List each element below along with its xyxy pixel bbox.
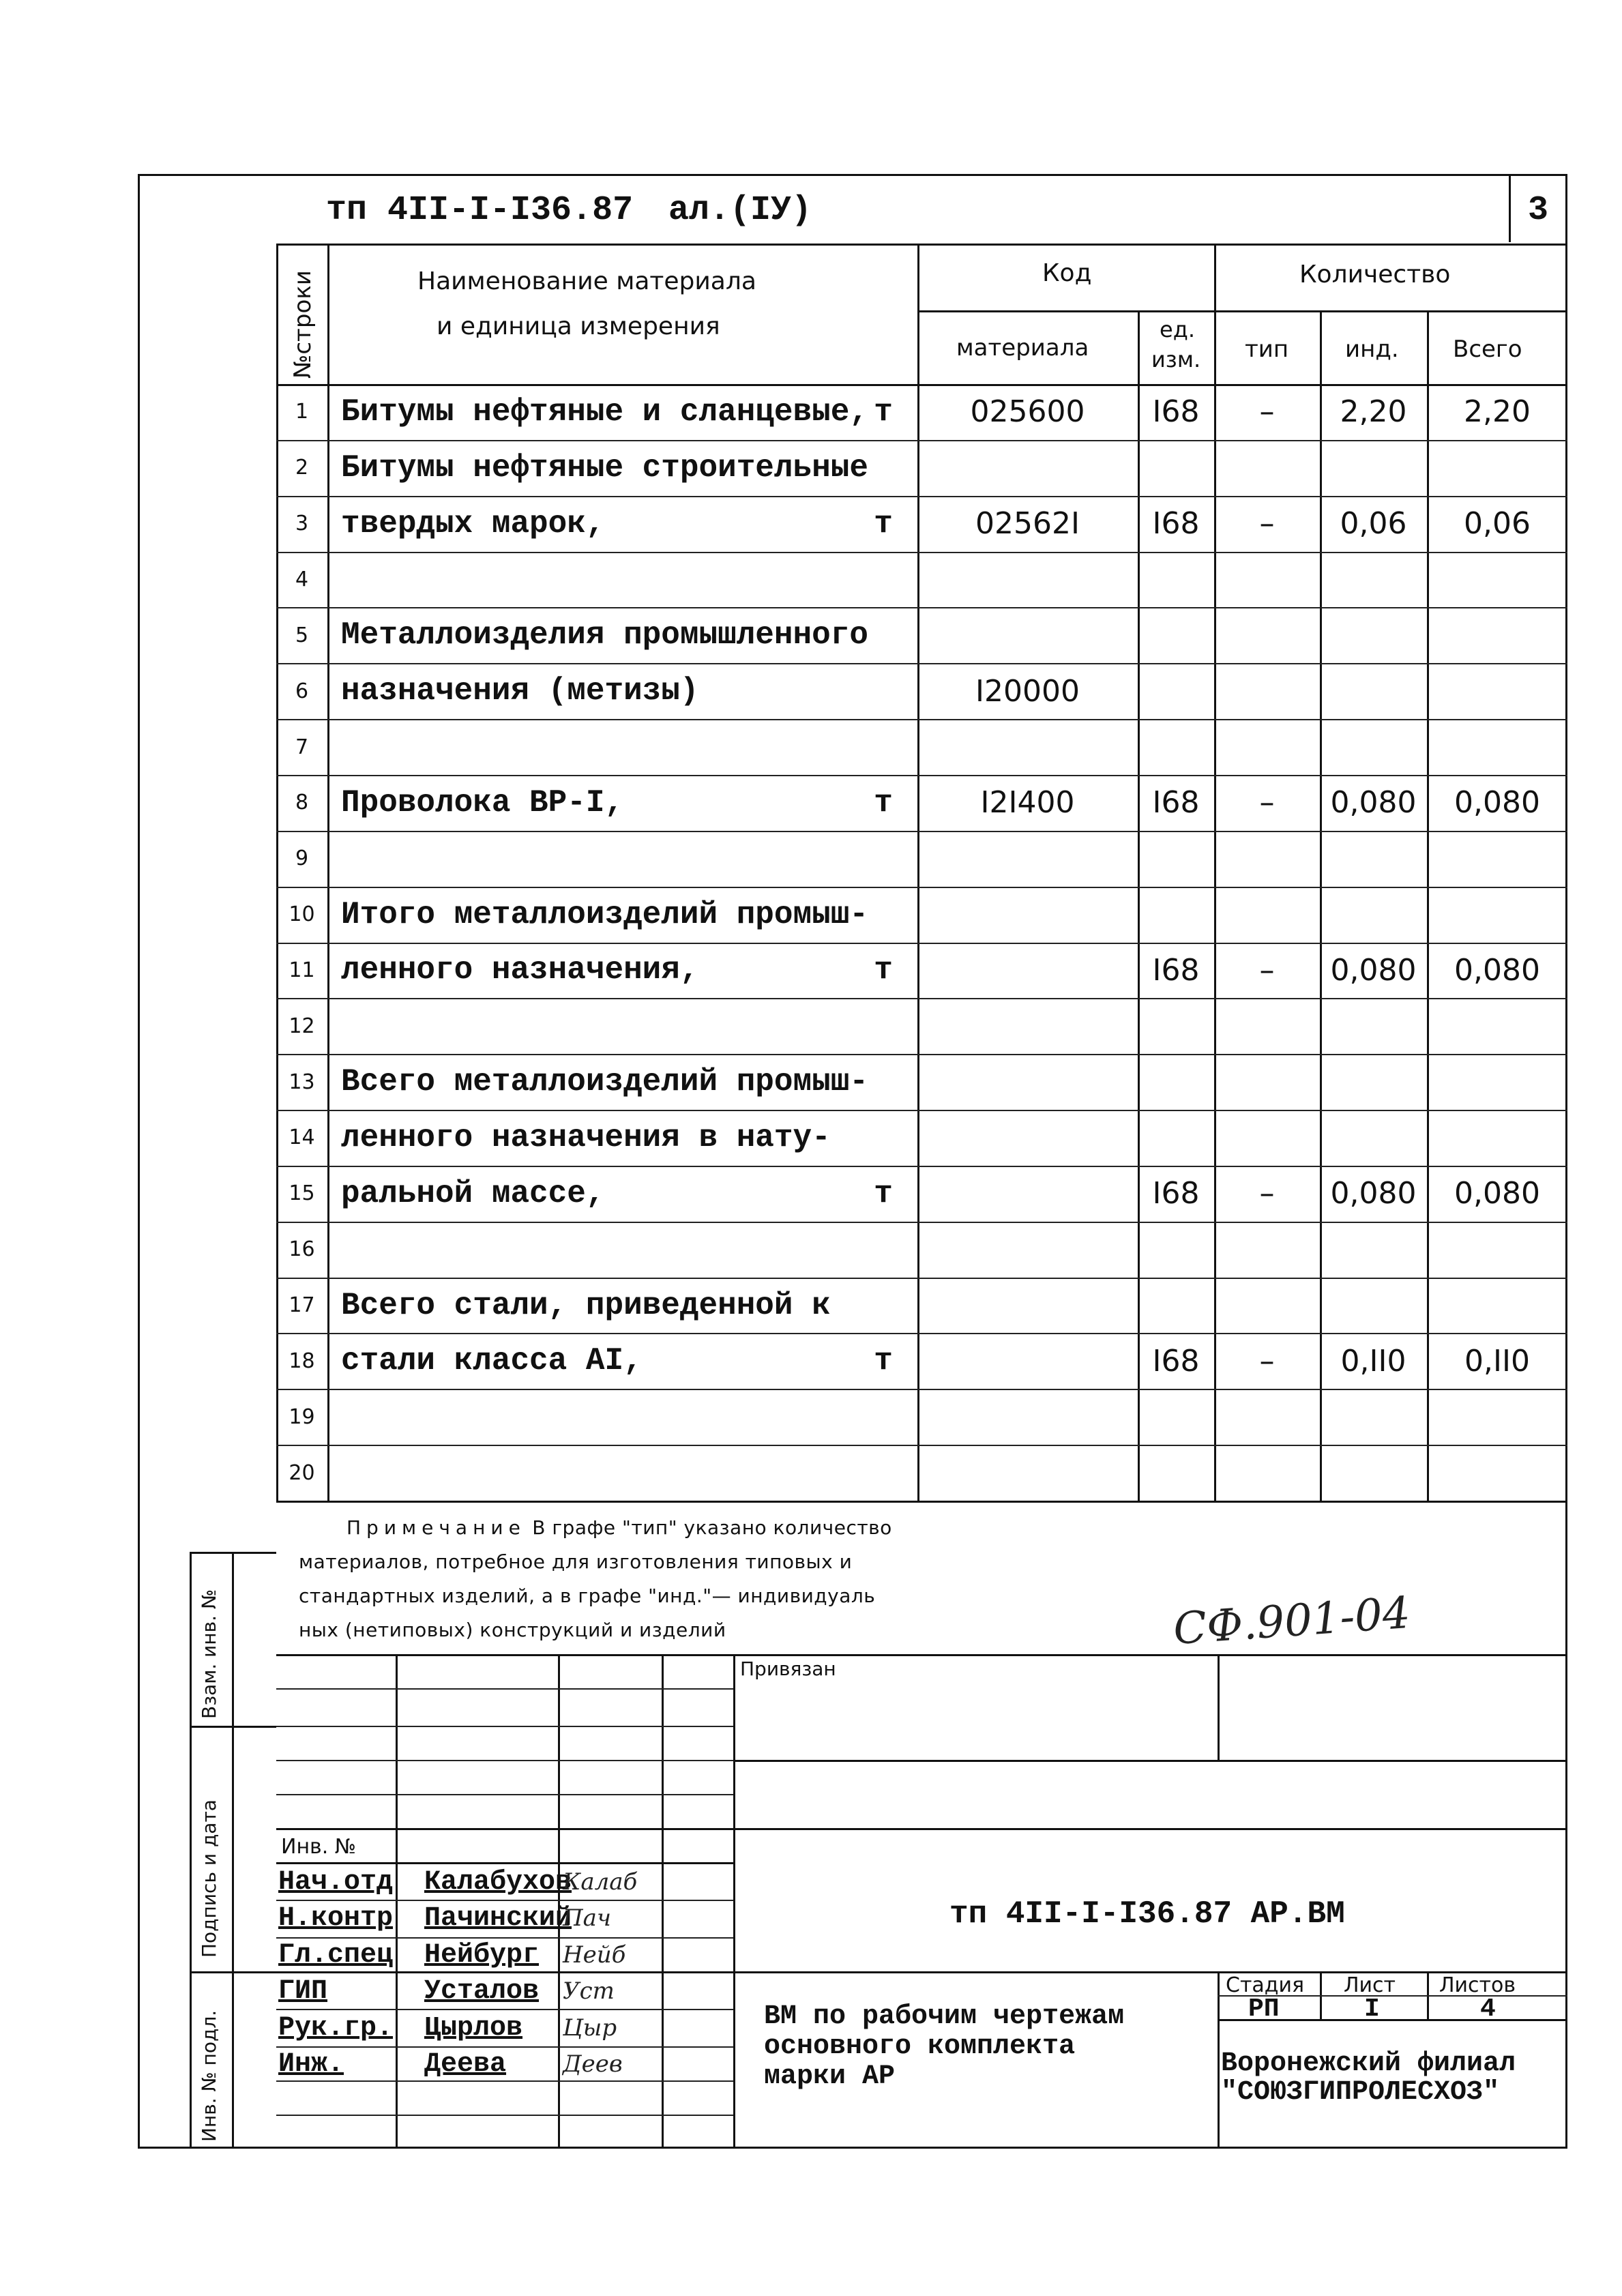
stamp-row-1 — [276, 1688, 733, 1690]
side-top-line — [190, 1552, 276, 1554]
row-ind — [1320, 831, 1427, 887]
org-line2: "СОЮЗГИПРОЛЕСХОЗ" — [1221, 2077, 1500, 2108]
row-unit-letter — [859, 1222, 907, 1278]
sheet-value: I — [1364, 1995, 1380, 2024]
header-qty-group: Количество — [1299, 261, 1451, 289]
row-total: 0,06 — [1464, 506, 1531, 542]
signer-role: Гл.спец — [278, 1939, 394, 1971]
row-ind — [1320, 1445, 1427, 1501]
row-material-code — [917, 998, 1138, 1054]
row-number: 4 — [295, 567, 309, 591]
row-number: 8 — [295, 791, 309, 815]
row-type — [1214, 607, 1320, 663]
signer-signature: Пач — [563, 1904, 612, 1932]
signer-signature: Калаб — [563, 1868, 638, 1896]
row-total — [1427, 1222, 1567, 1278]
row-type — [1214, 1389, 1320, 1445]
sheets-value: 4 — [1480, 1995, 1496, 2024]
row-type — [1214, 1445, 1320, 1501]
header-album: ал.(IУ) — [668, 191, 812, 230]
row-unit-letter — [859, 1389, 907, 1445]
row-name — [341, 719, 887, 775]
header-doc-code: тп 4II-I-I36.87 — [326, 191, 634, 230]
side-col-mid — [232, 1552, 234, 2149]
side-line-2 — [190, 1971, 276, 1973]
row-ind — [1320, 607, 1427, 663]
table-top-line — [276, 244, 1567, 246]
row-name: стали класса АI, — [341, 1343, 643, 1379]
row-unit-letter — [859, 719, 907, 775]
row-material-code — [917, 607, 1138, 663]
row-unit-letter — [859, 607, 907, 663]
row-material-code — [917, 1278, 1138, 1334]
row-type — [1214, 1054, 1320, 1110]
stamp-row-13 — [276, 2115, 733, 2116]
signer-signature: Цыр — [563, 2014, 617, 2042]
row-unit-code — [1138, 1222, 1214, 1278]
row-material-code — [917, 887, 1138, 943]
side-line-1 — [190, 1726, 276, 1728]
row-number: 6 — [295, 679, 309, 703]
row-unit-letter — [859, 998, 907, 1054]
row-ind: 0,06 — [1340, 506, 1407, 542]
row-material-code — [917, 1333, 1138, 1389]
row-ind: 0,080 — [1330, 785, 1417, 821]
col-name-line — [327, 244, 329, 1501]
stamp-doc-code: тп 4II-I-I36.87 АР.ВМ — [949, 1896, 1345, 1932]
side-label-podpis: Подпись и дата — [198, 1799, 220, 1958]
row-number: 18 — [289, 1349, 315, 1373]
row-material-code: I20000 — [975, 673, 1080, 709]
row-type: – — [1259, 1343, 1275, 1379]
row-number: 19 — [289, 1404, 315, 1429]
row-name: Всего металлоизделий промыш- — [341, 1064, 868, 1100]
row-ind — [1320, 1222, 1427, 1278]
row-material-code — [917, 719, 1138, 775]
row-ind — [1320, 1054, 1427, 1110]
note-block — [299, 1511, 892, 1647]
row-name: Битумы нефтяные и сланцевые, — [341, 394, 868, 430]
row-total — [1427, 552, 1567, 608]
signer-signature: Деев — [563, 2050, 623, 2078]
row-name: ленного назначения, — [341, 952, 699, 988]
row-unit-code — [1138, 887, 1214, 943]
row-type: – — [1259, 952, 1275, 988]
row-unit-letter — [859, 663, 907, 719]
row-name: твердых марок, — [341, 505, 605, 542]
row-total — [1427, 440, 1567, 496]
row-total: 0,II0 — [1464, 1343, 1530, 1379]
row-number: 3 — [295, 512, 309, 536]
stage-left — [1218, 1971, 1220, 2149]
row-name — [341, 1222, 887, 1278]
signer-name: Пачинский — [424, 1902, 572, 1934]
header-sub-line — [917, 310, 1567, 312]
privyazan-label: Привязан — [740, 1658, 836, 1680]
row-unit-code — [1138, 1389, 1214, 1445]
page-number-divider — [1509, 174, 1511, 242]
row-ind: 2,20 — [1340, 394, 1407, 430]
table-bottom-line — [276, 1501, 1567, 1503]
note-line3: стандартных изделий, а в графе "инд."— индивидуаль — [299, 1585, 876, 1607]
row-number: 5 — [295, 623, 309, 647]
note-prefix: Примечание — [346, 1516, 526, 1539]
side-col-left — [190, 1552, 192, 2149]
signer-role: Рук.гр. — [278, 2012, 394, 2044]
row-type — [1214, 1110, 1320, 1166]
row-number: 11 — [289, 958, 315, 982]
row-unit-code: I68 — [1152, 1176, 1200, 1211]
stamp-col-1 — [396, 1654, 398, 2149]
row-unit-letter — [859, 887, 907, 943]
row-unit-code — [1138, 1054, 1214, 1110]
signer-role: Н.контр — [278, 1902, 394, 1934]
row-unit-code: I68 — [1152, 394, 1200, 430]
row-ind — [1320, 719, 1427, 775]
row-name: Металлоизделия промышленного — [341, 617, 868, 653]
row-name: Итого металлоизделий промыш- — [341, 896, 868, 932]
row-ind — [1320, 440, 1427, 496]
row-type — [1214, 1278, 1320, 1334]
row-ind — [1320, 1278, 1427, 1334]
row-unit-letter — [859, 552, 907, 608]
description-line2: основного комплекта — [764, 2031, 1076, 2062]
row-unit-code — [1138, 440, 1214, 496]
row-total: 2,20 — [1464, 394, 1531, 430]
row-name — [341, 1445, 887, 1501]
stamp-row-5 — [276, 1828, 1567, 1830]
row-number: 12 — [289, 1014, 315, 1038]
row-total: 0,080 — [1454, 952, 1540, 988]
signer-signature: Уст — [563, 1977, 615, 2005]
row-total — [1427, 1054, 1567, 1110]
signer-name: Деева — [424, 2048, 507, 2080]
row-unit-letter — [859, 831, 907, 887]
description-line1: ВМ по рабочим чертежам — [764, 2001, 1125, 2032]
side-label-inv-podl: Инв. № подл. — [198, 2010, 220, 2142]
row-total — [1427, 1445, 1567, 1501]
row-type — [1214, 998, 1320, 1054]
row-unit-letter: т — [874, 1343, 893, 1379]
row-unit-code — [1138, 831, 1214, 887]
row-number: 17 — [289, 1293, 315, 1318]
row-number: 9 — [295, 847, 309, 871]
row-total — [1427, 607, 1567, 663]
row-material-code: 025600 — [970, 394, 1085, 430]
row-material-code — [917, 1054, 1138, 1110]
row-total — [1427, 831, 1567, 887]
row-unit-letter — [859, 1278, 907, 1334]
row-unit-letter: т — [874, 784, 893, 821]
row-material-code — [917, 831, 1138, 887]
row-material-code: 02562I — [975, 506, 1080, 542]
header-unit-line2: изм. — [1151, 347, 1201, 372]
row-unit-code — [1138, 1110, 1214, 1166]
header-type: тип — [1245, 336, 1289, 363]
organization — [1221, 2050, 1516, 2107]
org-line1: Воронежский филиал — [1221, 2048, 1516, 2079]
row-material-code — [917, 1222, 1138, 1278]
row-ind — [1320, 887, 1427, 943]
row-total — [1427, 1389, 1567, 1445]
stamp-row-4 — [276, 1794, 733, 1795]
signer-name: Усталов — [424, 1975, 540, 2007]
row-unit-letter: т — [874, 952, 893, 988]
row-type — [1214, 1222, 1320, 1278]
privyazan-bottom — [733, 1760, 1567, 1762]
signer-role: Инж. — [278, 2048, 344, 2080]
stamp-col-4 — [733, 1654, 735, 2149]
row-type — [1214, 887, 1320, 943]
row-unit-letter — [859, 440, 907, 496]
stamp-col-3 — [662, 1654, 664, 2149]
row-unit-code — [1138, 607, 1214, 663]
page-number: 3 — [1528, 191, 1549, 230]
signer-name: Цырлов — [424, 2012, 523, 2044]
header-code-group: Код — [1042, 259, 1092, 287]
row-total — [1427, 663, 1567, 719]
row-name — [341, 998, 887, 1054]
row-unit-letter — [859, 1054, 907, 1110]
privyazan-right — [1218, 1654, 1220, 1760]
row-name — [341, 1389, 887, 1445]
row-type — [1214, 552, 1320, 608]
header-name-line2: и единица измерения — [437, 312, 720, 340]
header-name-line1: Наименование материала — [417, 267, 756, 295]
row-name: назначения (метизы) — [341, 673, 699, 709]
row-type: – — [1259, 1176, 1275, 1211]
stamp-top-line — [276, 1654, 1567, 1656]
row-total — [1427, 1110, 1567, 1166]
row-unit-code — [1138, 1278, 1214, 1334]
row-ind — [1320, 663, 1427, 719]
row-unit-code — [1138, 998, 1214, 1054]
row-ind: 0,080 — [1330, 1176, 1417, 1211]
description — [764, 2002, 1124, 2092]
row-material-code — [917, 943, 1138, 999]
row-ind — [1320, 552, 1427, 608]
row-type: – — [1259, 394, 1275, 430]
header-row-no: №строки — [289, 270, 316, 379]
row-type — [1214, 440, 1320, 496]
row-number: 14 — [289, 1125, 315, 1150]
sheets-label: Листов — [1439, 1973, 1516, 1997]
row-name: Битумы нефтяные строительные — [341, 450, 868, 486]
header-unit-line1: ед. — [1160, 317, 1195, 342]
stamp-row-3 — [276, 1760, 733, 1761]
row-number: 16 — [289, 1237, 315, 1262]
row-total: 0,080 — [1454, 785, 1540, 821]
signer-name: Нейбург — [424, 1939, 540, 1971]
row-material-code — [917, 1166, 1138, 1222]
row-number: 1 — [295, 400, 309, 424]
row-unit-code — [1138, 663, 1214, 719]
row-type — [1214, 719, 1320, 775]
row-number: 13 — [289, 1070, 315, 1094]
stage-value: РП — [1248, 1995, 1280, 2024]
row-number: 10 — [289, 902, 315, 927]
note-line1: В графе "тип" указано количество — [532, 1516, 892, 1539]
signer-signature: Нейб — [563, 1941, 626, 1969]
header-ind: инд. — [1345, 336, 1399, 363]
signer-name: Калабухов — [424, 1866, 572, 1898]
inv-no-label: Инв. № — [281, 1835, 357, 1859]
row-name — [341, 831, 887, 887]
row-total — [1427, 719, 1567, 775]
row-material-code — [917, 552, 1138, 608]
handwritten-code: СФ.901-04 — [1171, 1587, 1412, 1655]
row-ind — [1320, 1110, 1427, 1166]
row-type — [1214, 663, 1320, 719]
row-ind — [1320, 1389, 1427, 1445]
note-line4: ных (нетиповых) конструкций и изделий — [299, 1619, 726, 1641]
row-type — [1214, 831, 1320, 887]
row-material-code — [917, 1110, 1138, 1166]
row-total — [1427, 998, 1567, 1054]
row-unit-code: I68 — [1152, 506, 1200, 542]
sheet-label: Лист — [1344, 1973, 1396, 1997]
row-material-code: I2I400 — [980, 785, 1075, 821]
row-name: ральной массе, — [341, 1175, 605, 1211]
row-unit-code: I68 — [1152, 952, 1200, 988]
row-unit-code: I68 — [1152, 785, 1200, 821]
row-ind: 0,II0 — [1340, 1343, 1406, 1379]
header-material-code: материала — [956, 334, 1089, 362]
row-unit-letter — [859, 1445, 907, 1501]
stage-label: Стадия — [1226, 1973, 1305, 1997]
row-number: 20 — [289, 1460, 315, 1485]
row-type: – — [1259, 506, 1275, 542]
row-name: ленного назначения в нату- — [341, 1119, 831, 1156]
row-unit-letter: т — [874, 1175, 893, 1211]
row-number: 15 — [289, 1181, 315, 1206]
row-unit-code — [1138, 552, 1214, 608]
signer-role: Нач.отд — [278, 1866, 394, 1898]
row-unit-letter — [859, 1110, 907, 1166]
row-total — [1427, 887, 1567, 943]
row-unit-code — [1138, 1445, 1214, 1501]
description-line3: марки АР — [764, 2061, 896, 2092]
row-total — [1427, 1278, 1567, 1334]
row-unit-code — [1138, 719, 1214, 775]
row-ind: 0,080 — [1330, 952, 1417, 988]
row-number: 2 — [295, 456, 309, 480]
row-name: Проволока ВР-I, — [341, 784, 624, 821]
stamp-row-2 — [276, 1726, 733, 1727]
row-unit-code: I68 — [1152, 1343, 1200, 1379]
side-label-vzam: Взам. инв. № — [198, 1589, 220, 1719]
row-material-code — [917, 1445, 1138, 1501]
row-material-code — [917, 1389, 1138, 1445]
header-total: Всего — [1453, 336, 1522, 363]
note-line2: материалов, потребное для изготовления типовых и — [299, 1550, 853, 1573]
stamp-col-2 — [558, 1654, 560, 2149]
row-number: 7 — [295, 735, 309, 759]
signer-role: ГИП — [278, 1975, 328, 2007]
row-unit-letter: т — [874, 505, 893, 542]
row-material-code — [917, 440, 1138, 496]
row-unit-letter: т — [874, 394, 893, 430]
row-name — [341, 552, 887, 608]
row-name: Всего стали, приведенной к — [341, 1287, 831, 1323]
row-ind — [1320, 998, 1427, 1054]
row-total: 0,080 — [1454, 1176, 1540, 1211]
row-type: – — [1259, 785, 1275, 821]
